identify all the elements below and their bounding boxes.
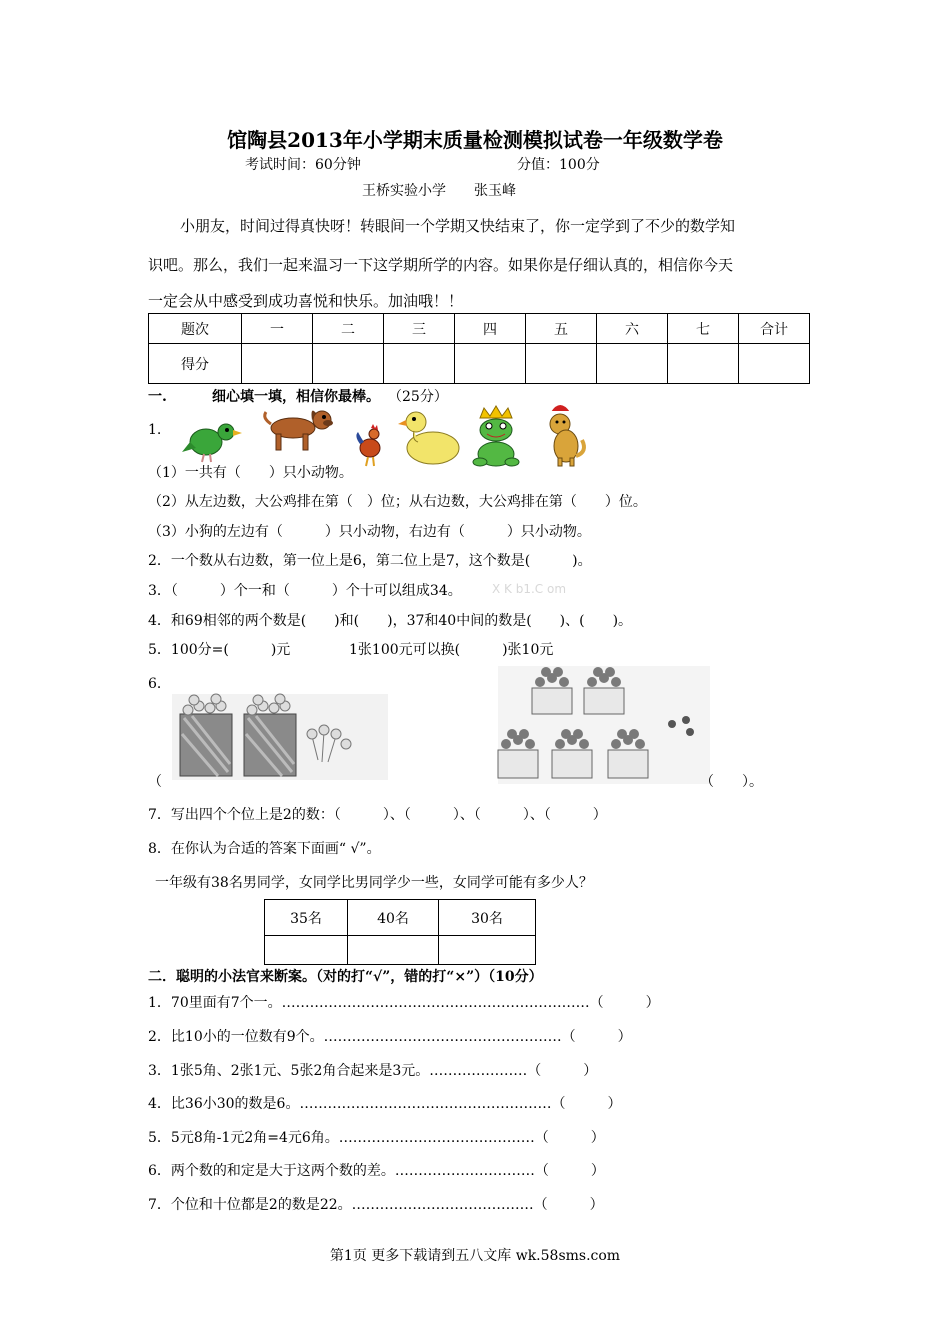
q8-mark-cell[interactable] bbox=[265, 936, 348, 965]
q7: 7．写出四个个位上是2的数：（ ）、（ ）、（ ）、（ ） bbox=[148, 807, 607, 823]
duck-icon bbox=[398, 412, 459, 464]
exam-time: 考试时间：60分钟 bbox=[245, 157, 361, 173]
judgement-item: 3．1张5角、2张1元、5张2角合起来是3元。…………………（ ） bbox=[148, 1063, 598, 1079]
score-table bbox=[148, 313, 810, 384]
section1-points: （25分） bbox=[388, 389, 448, 405]
section1-number: 一. bbox=[148, 389, 167, 405]
rooster-icon bbox=[356, 424, 380, 466]
q4: 4．和69相邻的两个数是( )和( )，37和40中间的数是( )、( )。 bbox=[148, 613, 633, 629]
intro-line-2: 识吧。那么，我们一起来温习一下这学期所学的内容。如果你是仔细认真的，相信你今天 bbox=[148, 256, 734, 274]
q1-number: 1. bbox=[148, 422, 162, 438]
q8-question: 一年级有38名男同学，女同学比男同学少一些，女同学可能有多少人？ bbox=[155, 875, 593, 891]
judgement-item: 6．两个数的和定是大于这两个数的差。…………………………（ ） bbox=[148, 1163, 605, 1179]
q8-option: 40名 bbox=[348, 900, 439, 936]
score-table-cell: 五 bbox=[526, 314, 597, 344]
q1-part-1: （1）一共有（ ）只小动物。 bbox=[148, 465, 353, 481]
section1-heading: 细心填一填，相信你最棒。 bbox=[212, 389, 380, 405]
cat-icon bbox=[550, 405, 584, 466]
q8-mark-cell[interactable] bbox=[348, 936, 439, 965]
bead-jars-illustration bbox=[172, 694, 388, 780]
q8-option: 35名 bbox=[265, 900, 348, 936]
watermark-text: X K b1.C om bbox=[492, 582, 567, 596]
score-input-cell[interactable] bbox=[526, 344, 597, 384]
score-table-cell: 三 bbox=[384, 314, 455, 344]
judgement-item: 1．70里面有7个一。…………………………………………………………（ ） bbox=[148, 995, 660, 1011]
score-table-cell: 四 bbox=[455, 314, 526, 344]
score-table-label: 得分 bbox=[149, 344, 242, 384]
q6-left-paren: （ bbox=[148, 774, 162, 790]
q5-part-b: 1张100元可以换( )张10元 bbox=[349, 642, 554, 658]
dog-icon bbox=[265, 411, 333, 450]
score-table-score-row bbox=[149, 344, 810, 384]
section2-heading: 二．聪明的小法官来断案。（对的打“√”，错的打“×”）（10分） bbox=[148, 969, 543, 985]
bead-jar-icon bbox=[244, 694, 296, 776]
school-author: 王桥实验小学 张玉峰 bbox=[362, 183, 516, 199]
q8-mark-row bbox=[265, 936, 536, 965]
q8-mark-cell[interactable] bbox=[439, 936, 536, 965]
bead-jar-icon bbox=[180, 694, 232, 776]
judgement-item: 5．5元8角-1元2角=4元6角。……………………………………（ ） bbox=[148, 1130, 605, 1146]
frog-icon bbox=[473, 406, 519, 466]
score-table-cell: 七 bbox=[668, 314, 739, 344]
q1-part-3: （3）小狗的左边有（ ）只小动物，右边有（ ）只小动物。 bbox=[148, 524, 591, 540]
score-table-header-row bbox=[149, 314, 810, 344]
score-table-cell: 二 bbox=[313, 314, 384, 344]
score-input-cell[interactable] bbox=[668, 344, 739, 384]
q6-answer-blank: （ ）。 bbox=[700, 774, 763, 790]
score-input-cell[interactable] bbox=[455, 344, 526, 384]
intro-line-1: 小朋友，时间过得真快呀！转眼间一个学期又快结束了，你一定学到了不少的数学知 bbox=[180, 217, 736, 235]
score-value: 分值：100分 bbox=[517, 157, 600, 173]
score-table-cell: 题次 bbox=[149, 314, 242, 344]
judgement-item: 4．比36小30的数是6。………………………………………………（ ） bbox=[148, 1096, 622, 1112]
parrot-icon bbox=[182, 424, 242, 462]
q1-part-2: （2）从左边数，大公鸡排在第（ ）位；从右边数，大公鸡排在第（ ）位。 bbox=[148, 494, 647, 510]
q6-number: 6． bbox=[148, 676, 171, 692]
flower-baskets-illustration bbox=[498, 666, 710, 784]
q8-answer-table bbox=[264, 899, 536, 965]
judgement-item: 7．个位和十位都是2的数是22。…………………………………（ ） bbox=[148, 1197, 604, 1213]
score-input-cell[interactable] bbox=[597, 344, 668, 384]
q8: 8．在你认为合适的答案下面画“ √”。 bbox=[148, 841, 381, 857]
score-table-cell: 六 bbox=[597, 314, 668, 344]
q8-option: 30名 bbox=[439, 900, 536, 936]
q2: 2．一个数从右边数，第一位上是6，第二位上是7，这个数是( )。 bbox=[148, 553, 592, 569]
judgement-item: 2．比10小的一位数有9个。……………………………………………（ ） bbox=[148, 1029, 632, 1045]
score-input-cell[interactable] bbox=[739, 344, 810, 384]
intro-line-3: 一定会从中感受到成功喜悦和快乐。加油哦！！ bbox=[148, 292, 464, 310]
score-input-cell[interactable] bbox=[313, 344, 384, 384]
q5-part-a: 5．100分=( )元 bbox=[148, 642, 291, 658]
q8-options-row bbox=[265, 900, 536, 936]
score-input-cell[interactable] bbox=[242, 344, 313, 384]
page-footer: 第1页 更多下载请到五八文库 wk.58sms.com bbox=[329, 1248, 621, 1264]
q3: 3．（ ）个一和（ ）个十可以组成34。 bbox=[148, 583, 462, 599]
score-table-cell: 合计 bbox=[739, 314, 810, 344]
page-title: 馆陶县2013年小学期末质量检测模拟试卷一年级数学卷 bbox=[227, 128, 723, 152]
score-table-cell: 一 bbox=[242, 314, 313, 344]
score-input-cell[interactable] bbox=[384, 344, 455, 384]
